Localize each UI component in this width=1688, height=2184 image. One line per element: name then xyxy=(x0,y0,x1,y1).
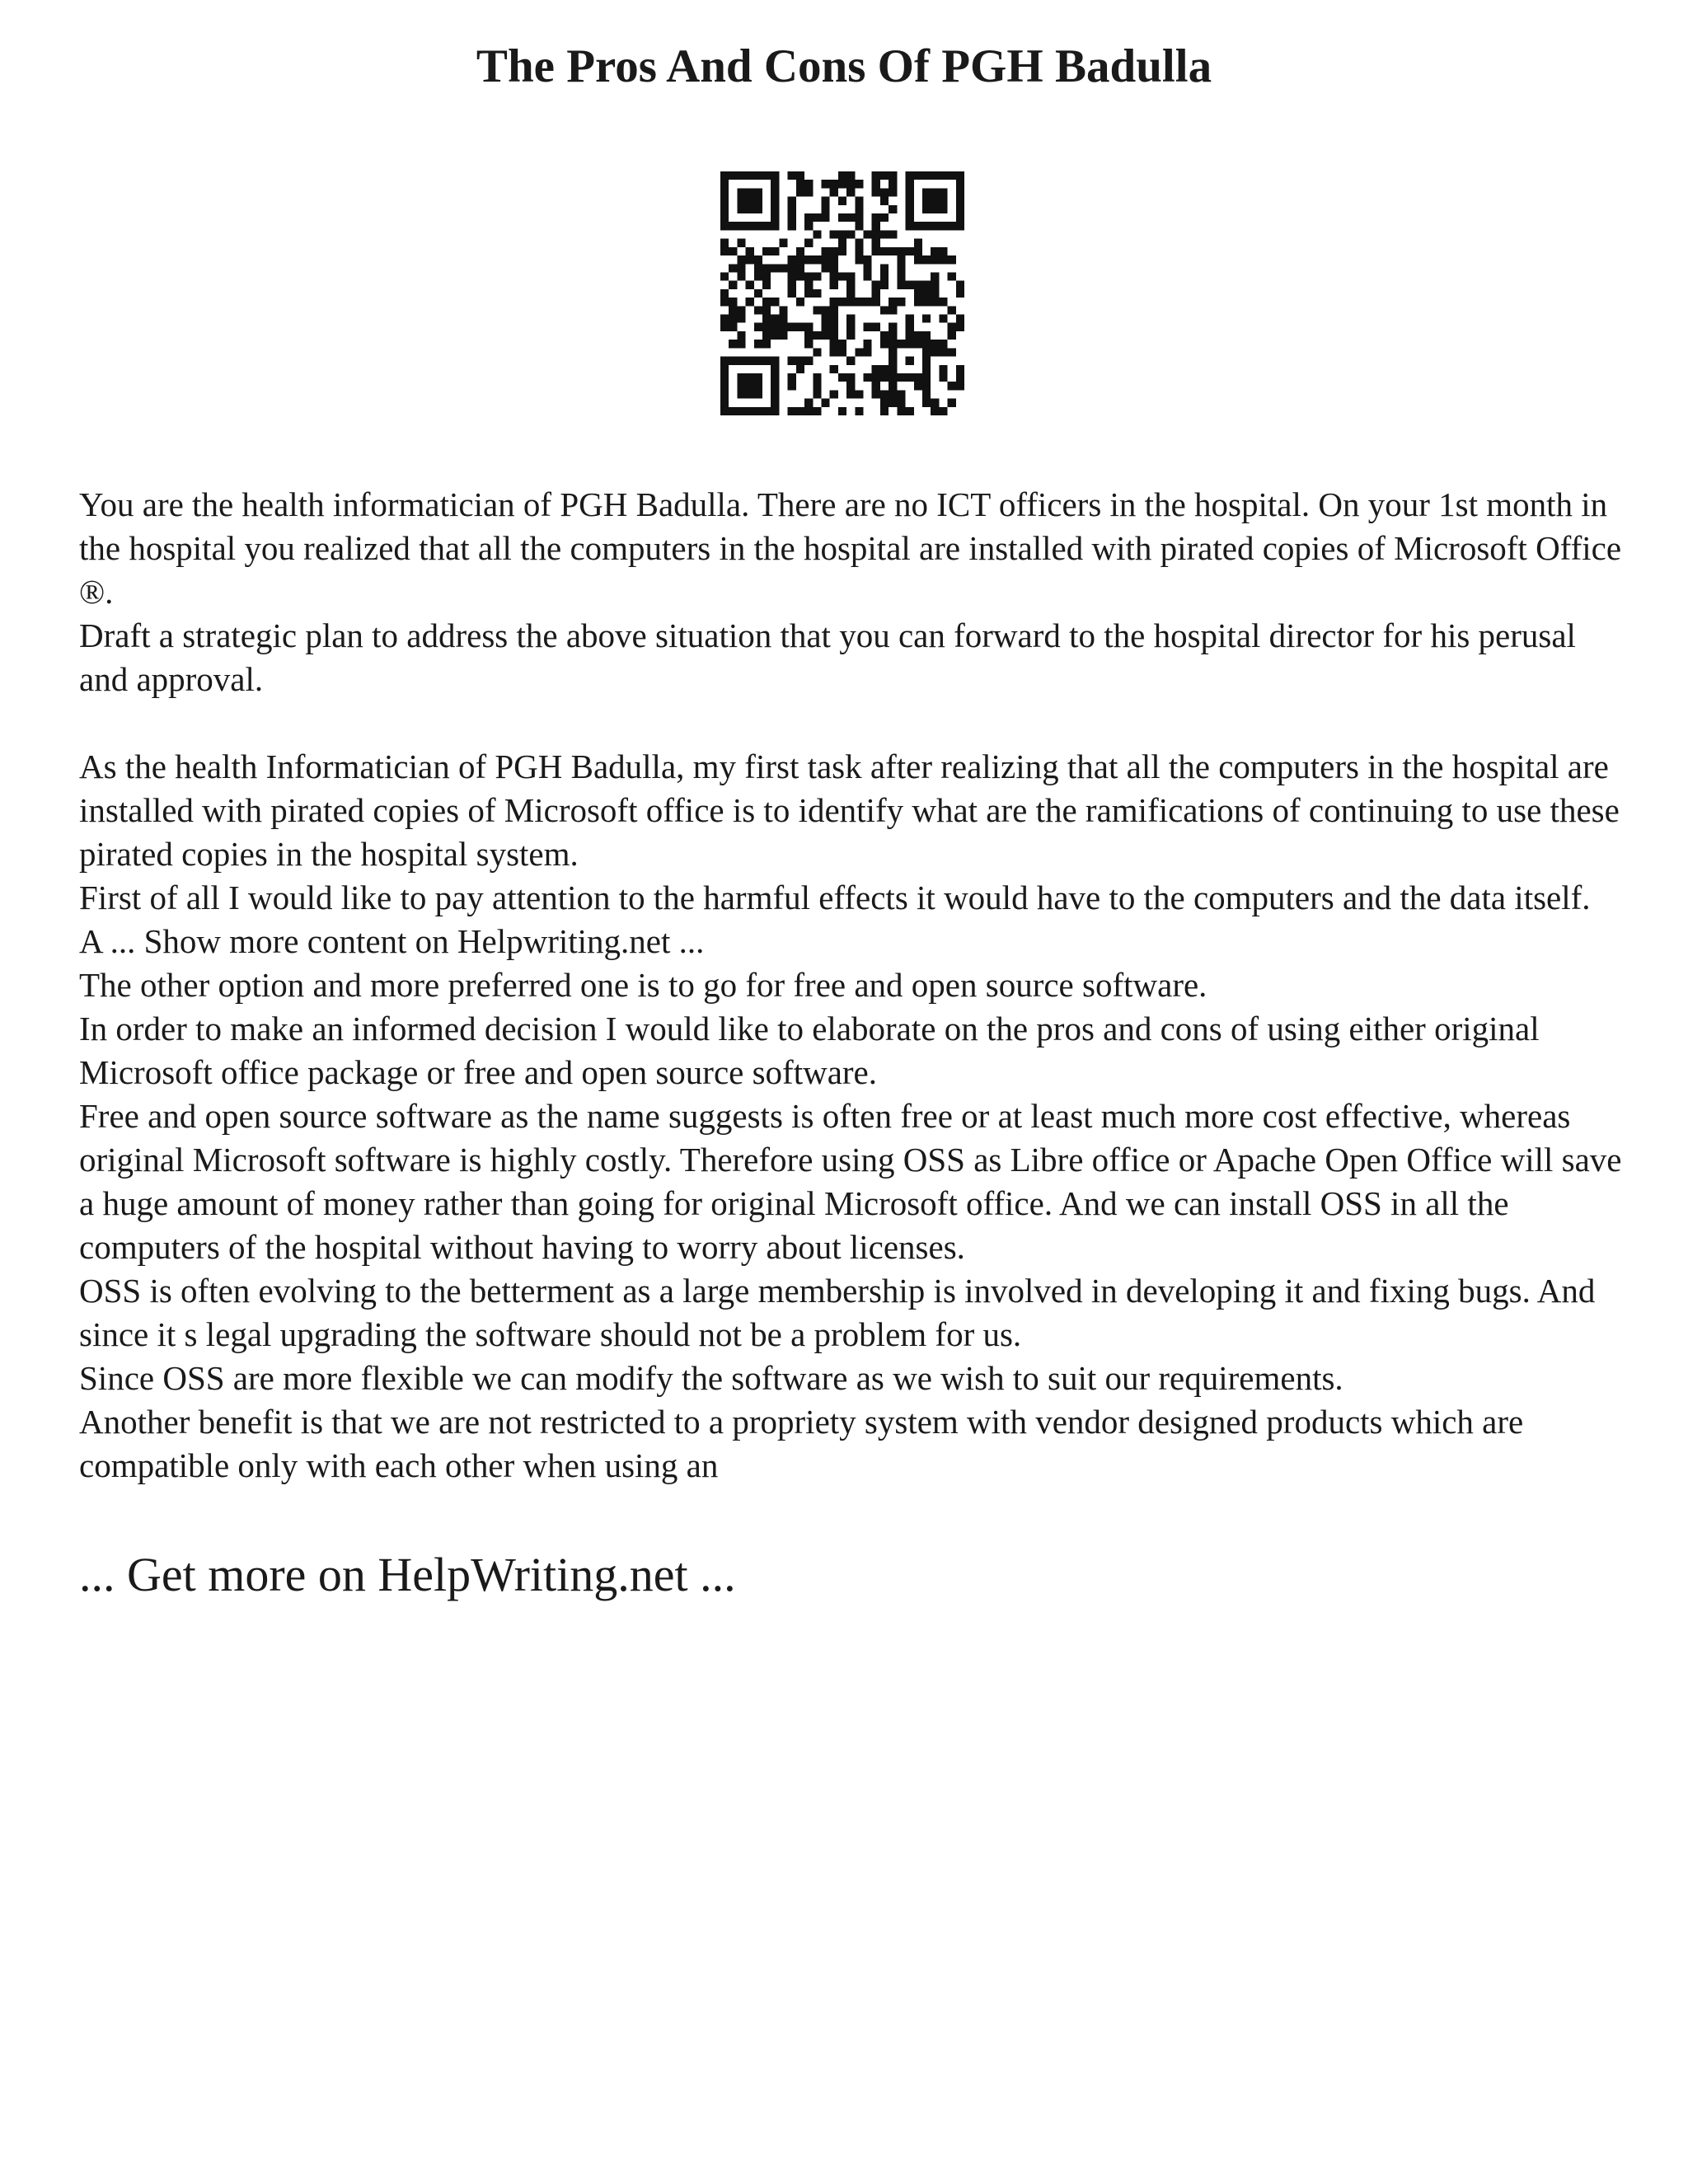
answer-paragraph: Free and open source software as the name suggests is often free or at least much more cost effective, whereas original Microsoft software is highly costly. Therefore using OSS as Libre office or Apache Open Office will save a huge amount of money rather than going for original Microsoft office. And we can install OSS in all the computers of the hospital without having to worry about licenses. xyxy=(79,1097,1622,1266)
answer-paragraph: The other option and more preferred one is to go for free and open source software. xyxy=(79,966,1207,1004)
answer-paragraph: Another benefit is that we are not restricted to a propriety system with vendor designed products which are compatible only with each other when using an xyxy=(79,1403,1524,1484)
answer-paragraph: As the health Informatician of PGH Badulla, my first task after realizing that all the computers in the hospital are installed with pirated copies of Microsoft office is to identify what are the ramifications of continuing to use these pirated copies in the hospital system. xyxy=(79,748,1620,873)
answer-paragraph: OSS is often evolving to the betterment as a large membership is involved in developing it and fixing bugs. And since it s legal upgrading the software should not be a problem for us. xyxy=(79,1272,1596,1353)
answer-paragraph: In order to make an informed decision I would like to elaborate on the pros and cons of using either original Microsoft office package or free and open source software. xyxy=(79,1010,1540,1091)
question-paragraph: You are the health informatician of PGH Badulla. There are no ICT officers in the hospital. On your 1st month in the hospital you realized that all the computers in the hospital are installed with pirated copies of Microsoft Office ®. xyxy=(79,485,1622,611)
question-paragraph: Draft a strategic plan to address the above situation that you can forward to the hospital director for his perusal and approval. xyxy=(79,616,1576,698)
qr-code-icon xyxy=(720,171,964,415)
get-more-link[interactable]: ... Get more on HelpWriting.net ... xyxy=(79,1548,736,1601)
page-title: The Pros And Cons Of PGH Badulla xyxy=(476,40,1212,92)
answer-paragraph: Since OSS are more flexible we can modify the software as we wish to suit our requirements. xyxy=(79,1359,1343,1397)
show-more-line: A ... Show more content on Helpwriting.net ... xyxy=(79,922,705,960)
paragraph-spacer xyxy=(79,701,1629,745)
answer-paragraph: First of all I would like to pay attention to the harmful effects it would have to the computers and the data itself. xyxy=(79,879,1591,916)
document-body xyxy=(79,483,1629,1488)
